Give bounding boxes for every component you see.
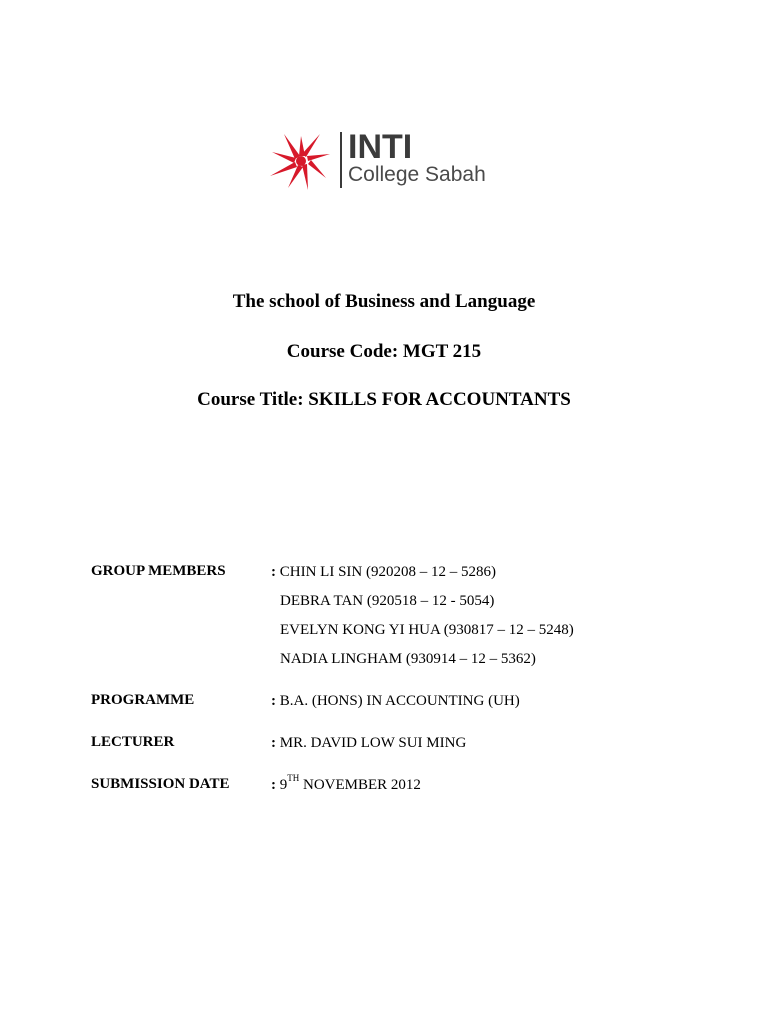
logo-campus: College Sabah <box>348 163 486 186</box>
school-heading: The school of Business and Language <box>232 291 536 312</box>
lecturer-label: LECTURER <box>91 734 175 750</box>
group-members-label: GROUP MEMBERS <box>91 563 226 579</box>
programme-row <box>271 692 520 710</box>
lecturer-row <box>271 734 466 752</box>
colon: : <box>271 564 276 580</box>
submission-date-label: SUBMISSION DATE <box>91 776 230 792</box>
submission-day-suffix: TH <box>287 773 300 783</box>
logo-name: INTI <box>348 128 413 166</box>
colon: : <box>271 735 276 751</box>
course-title-heading: Course Title: SKILLS FOR ACCOUNTANTS <box>197 389 571 410</box>
inti-star-logo-icon <box>268 130 332 192</box>
lecturer-value: MR. DAVID LOW SUI MING <box>279 735 467 751</box>
colon: : <box>271 693 276 709</box>
course-code-heading: Course Code: MGT 215 <box>286 341 482 362</box>
submission-date-row <box>271 773 421 794</box>
group-member-1: CHIN LI SIN (920208 – 12 – 5286) <box>279 564 496 580</box>
submission-month-year: NOVEMBER 2012 <box>303 777 421 793</box>
submission-day: 9 <box>279 777 288 793</box>
colon: : <box>271 777 276 793</box>
group-member-3: EVELYN KONG YI HUA (930817 – 12 – 5248) <box>280 622 574 638</box>
logo-divider <box>340 132 342 188</box>
programme-value: B.A. (HONS) IN ACCOUNTING (UH) <box>279 693 520 709</box>
group-member-4: NADIA LINGHAM (930914 – 12 – 5362) <box>280 651 536 667</box>
programme-label: PROGRAMME <box>91 692 195 708</box>
group-member-2: DEBRA TAN (920518 – 12 - 5054) <box>280 593 495 609</box>
group-member-row-1 <box>271 563 496 581</box>
